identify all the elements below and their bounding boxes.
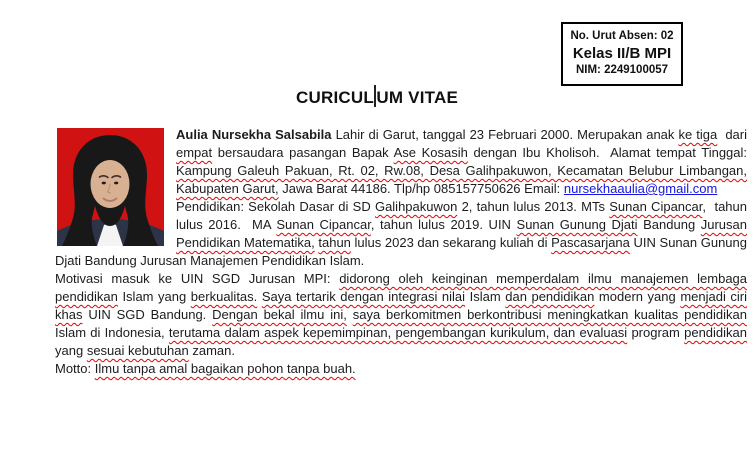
text-run: Islam yang: [117, 289, 191, 304]
text-run: Islam: [465, 289, 506, 304]
text-run: Motto:: [55, 361, 95, 376]
text-run: modern yang: [594, 289, 681, 304]
text-run: bersaudara pasangan Bapak: [212, 145, 394, 160]
identity-box: [561, 22, 683, 86]
text-run: Islam di Indonesia,: [55, 325, 169, 340]
right-eye: [114, 182, 118, 185]
spellchecked-text-run: Dengan bekal ilmu ini,: [212, 307, 347, 322]
absen-number: No. Urut Absen: 02: [570, 30, 674, 42]
spellchecked-text-run: Jurusan Pendidikan Matematika,: [176, 217, 747, 250]
text-run: dari: [717, 127, 748, 142]
text-run: lulus 2023 dan sekarang kuliah di: [350, 235, 552, 250]
spellchecked-text-run: Kampung Galeuh Pakuan, Rt. 02, Rw.08, Desa Galihpakuwon, Kecamatan Belubur Limbangan, Kabupaten Garut,: [176, 163, 747, 196]
spellchecked-text-run: Ilmu tanpa amal bagaikan pohon tanpa buah.: [94, 361, 356, 376]
nim-number: NIM: 2249100057: [575, 64, 669, 76]
paragraph-motivation: [55, 270, 747, 360]
text-run: Pendidikan: Sekolah Dasar di SD: [176, 199, 375, 214]
text-run: UIN Sunan Gunung Djati Bandung Jurusan Manajemen Pendidikan Islam.: [55, 235, 747, 268]
spellchecked-text-run: Ase Kosasih: [393, 145, 468, 160]
spellchecked-text-run: dan pendidikan: [505, 289, 595, 304]
text-run: 2, tahun lulus 2013. MTs: [457, 199, 610, 214]
spellchecked-text-run: menjadi ciri khas: [55, 289, 747, 322]
text-run: UIN SGD Bandung.: [82, 307, 213, 322]
spellchecked-text-run: didorong oleh keinginan memperdalam ilmu manajemen lembaga pendidikan: [55, 271, 748, 304]
spellchecked-text-run: tahun: [318, 235, 351, 250]
text-run: , tahun lulus 2016. MA: [176, 199, 747, 232]
class-label: Kelas II/B MPI: [572, 45, 672, 62]
spellchecked-text-run: berkualitas.: [190, 289, 258, 304]
paragraph-motto: [55, 360, 747, 378]
text-run: Lahir di Garut, tanggal 23 Februari 2000. Merupakan anak: [331, 127, 679, 142]
email-link[interactable]: nursekhaaulia@gmail.com: [563, 181, 718, 196]
text-run: Motivasi masuk ke UIN SGD Jurusan MPI:: [55, 271, 340, 286]
page-title: [0, 85, 754, 108]
text-run: zaman.: [188, 343, 235, 358]
spellchecked-text-run: Saya tertarik dengan integrasi nilai: [261, 289, 466, 304]
title-after-cursor: UM VITAE: [376, 88, 458, 107]
spellchecked-text-run: saya berkomitmen berkontribusi meningkatkan kualitas pendidikan: [352, 307, 748, 322]
text-run: dengan Ibu Kholisoh. Alamat tempat Tinggal:: [467, 145, 748, 160]
spellchecked-text-run: sesuai kebutuhan: [86, 343, 189, 358]
spellchecked-text-run: Sunan Cipancar: [609, 199, 703, 214]
spellchecked-text-run: Sunan Cipancar: [276, 217, 371, 232]
text-run: Jawa Barat 44186. Tlp/hp 085157750626 Email:: [278, 181, 564, 196]
text-run: program: [627, 325, 685, 340]
spellchecked-text-run: empat: [176, 145, 213, 160]
spellchecked-text-run: Galihpakuwon: [374, 199, 458, 214]
document-body[interactable]: [55, 126, 747, 378]
text-run: , tahun lulus 2019. UIN: [370, 217, 517, 232]
text-run: Bandung: [637, 217, 701, 232]
spellchecked-text-run: ke tiga: [678, 127, 718, 142]
spellchecked-text-run: Pascasarjana: [551, 235, 630, 250]
title-before-cursor: CURICUL: [296, 88, 374, 107]
text-run: Aulia Nursekha Salsabila: [176, 127, 332, 142]
profile-photo-illustration: [57, 128, 164, 246]
spellchecked-text-run: pendidikan: [684, 325, 747, 340]
left-eye: [102, 182, 106, 185]
text-run: yang: [55, 343, 87, 358]
profile-photo: [57, 128, 164, 246]
spellchecked-text-run: terutama dalam aspek kepemimpinan, pengembangan kurikulum, dan evaluasi: [168, 325, 628, 340]
spellchecked-text-run: Sunan Gunung Djati: [516, 217, 638, 232]
